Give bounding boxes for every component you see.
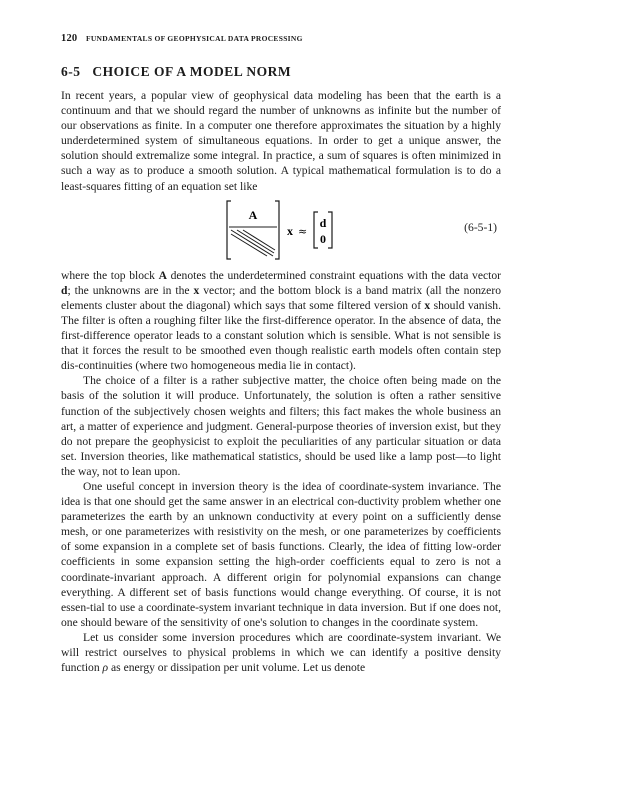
vector-x: x	[287, 223, 293, 238]
text-run: Let us consider some inversion procedures which are coordinate-system invariant. We will restrict ourselves to physical problems in which we can identify a positive density function	[61, 630, 501, 675]
approx-sign: ≈	[298, 224, 308, 238]
vector-right-bracket	[328, 212, 332, 248]
text-run: denotes the underdetermined constraint equations with the data vector	[166, 268, 501, 282]
paragraph-3: The choice of a filter is a rather subjective matter, the choice often being made on the basis of the solution it will produce. Unfortunately, the solution is often a rather sensitive function of the subjectively chosen weights and filters; this fact makes the whole business an art, a matter of experience and judgment. General-purpose theories of inversion exist, but they do not prepare the geophysicist to exploit the peculiarities of any particular situation or data set. Inversion theories, like mathematical statistics, should be used like a lamp post—to light the way, not to lean upon.	[61, 374, 501, 478]
paragraph-5	[61, 630, 501, 675]
symbol-x: x	[193, 283, 200, 297]
matrix-right-bracket	[275, 201, 279, 259]
text-run: should vanish. The filter is often a roughing filter like the first-difference operator. In the absence of data, the first-difference operator leads to a constant solution which is sensible. What is not sensible is that it forces the result to be smoothed even though realistic earth models often contain step dis-continuities (where two homogeneous media lie in contact).	[61, 298, 502, 373]
text-run: vector; and the bottom block is a band matrix (all the nonzero elements cluster about the diagonal) which says that some filtered version of	[61, 283, 501, 312]
equation-figure	[225, 199, 395, 261]
symbol-rho: ρ	[102, 661, 109, 675]
vector-d: d	[319, 215, 327, 230]
text-run: where the top block	[61, 268, 159, 282]
running-title: FUNDAMENTALS OF GEOPHYSICAL DATA PROCESSING	[85, 34, 303, 43]
page	[61, 30, 501, 675]
paragraph-2	[61, 268, 501, 374]
section-heading	[61, 64, 501, 80]
symbol-a: A	[158, 268, 167, 282]
page-number: 120	[61, 33, 78, 44]
vector-zero: 0	[320, 231, 326, 246]
text-run: as energy or dissipation per unit volume. Let us denote	[108, 661, 366, 675]
symbol-d: d	[61, 283, 68, 297]
running-head	[61, 33, 501, 44]
matrix-left-bracket	[227, 201, 231, 259]
band-diagonal-line	[231, 230, 273, 256]
matrix-block-a: A	[248, 207, 258, 222]
vector-left-bracket	[314, 212, 318, 248]
equation-number: (6-5-1)	[464, 220, 497, 234]
section-number: 6-5	[61, 64, 81, 79]
section-title: CHOICE OF A MODEL NORM	[92, 64, 292, 79]
paragraph-4: One useful concept in inversion theory is the idea of coordinate-system invariance. The idea is that one should get the same answer in an electrical con-ductivity problem whether one parameterizes the earth by an unknown conductivity at every point on a sufficiently dense mesh, or one parameterizes with resistivity on the mesh, or one parameterizes by coefficients of some expansion in a complete set of basis functions. Clearly, the idea of fitting low-order coefficients in some expansion setting the high-order coefficients equal to zero is not a coordinate-invariant approach. A different origin for polynomial expansions can change everything. A different set of basis functions would change everything. Of course, it is not essen-tial to use a coordinate-system invariant technique in data inversion. But if one does not, one should beware of the sensitivity of one's solution to changes in the coordinate system.	[61, 479, 501, 629]
text-run: ; the unknowns are in the	[67, 283, 194, 297]
symbol-x: x	[424, 298, 431, 312]
equation-block	[61, 199, 501, 261]
paragraph-1: In recent years, a popular view of geophysical data modeling has been that the earth is a continuum and that we should regard the number of unknowns as infinite but the number of our observations as finite. In a computer one therefore approximates the situation by a highly underdetermined system of simultaneous equations. In order to get a unique answer, the solution should extremalize some integral. In practice, a sum of squares is often minimized in such a way as to produce a smooth solution. A typical mathematical formulation is to do a least-squares fitting of an equation set like	[61, 89, 501, 193]
